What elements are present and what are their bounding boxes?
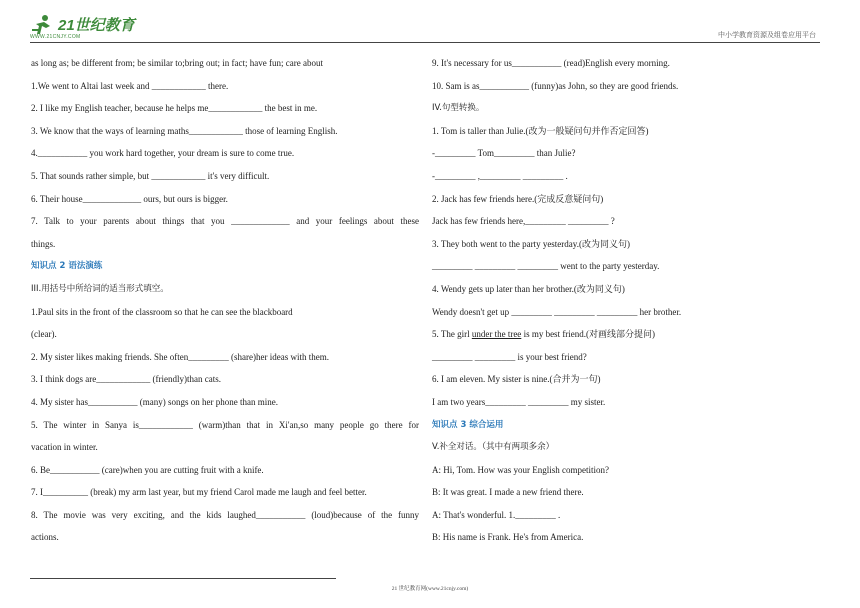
- site-logo: [30, 14, 135, 36]
- dialogue-line-1: A: Hi, Tom. How was your English competition?: [432, 464, 609, 475]
- right-column: [432, 52, 822, 549]
- sentence-4: 4. Wendy gets up later than her brother.(改为同义句): [432, 283, 625, 294]
- sentence-4-answer: Wendy doesn't get up _________ _________ _________ her brother.: [432, 306, 682, 317]
- grammar-9: 9. It's necessary for us___________ (read)English every morning.: [432, 58, 670, 68]
- grammar-10: 10. Sam is as___________ (funny)as John, so they are good friends.: [432, 80, 679, 91]
- question-1: 1.We went to Altai last week and ____________ there.: [31, 80, 229, 91]
- grammar-1: 1.Paul sits in the front of the classroom so that he can see the blackboard: [31, 306, 293, 317]
- sentence-5-underlined: under the tree: [471, 329, 522, 340]
- question-3: 3. We know that the ways of learning maths____________ those of learning English.: [31, 125, 338, 136]
- grammar-8: 8. The movie was very exciting, and the kids laughed___________ (loud)because of the funny: [31, 509, 419, 520]
- header-divider: [30, 42, 820, 43]
- grammar-5: 5. The winter in Sanya is____________ (warm)than that in Xi'an,so many people go there for: [31, 419, 419, 430]
- sentence-3-answer: _________ _________ _________ went to the party yesterday.: [432, 261, 660, 272]
- dialogue-line-4: B: His name is Frank. He's from America.: [432, 532, 584, 543]
- sentence-2-answer: Jack has few friends here,_________ _________ ?: [432, 216, 615, 227]
- question-7-cont: things.: [31, 238, 56, 249]
- sentence-5-answer: _________ _________ is your best friend?: [432, 351, 587, 362]
- grammar-5-cont: vacation in winter.: [31, 442, 98, 453]
- question-6: 6. Their house_____________ ours, but ours is bigger.: [31, 193, 228, 204]
- question-7: 7. Talk to your parents about things that you _____________ and your feelings about these: [31, 216, 419, 227]
- part-4-title: IV.句型转换。: [432, 103, 485, 114]
- sentence-6: 6. I am eleven. My sister is nine.(合并为一句): [432, 374, 601, 385]
- question-4: 4.___________ you work hard together, your dream is sure to come true.: [31, 148, 295, 159]
- word-bank: as long as; be different from; be similar to;bring out; in fact; have fun; care about: [31, 58, 323, 68]
- sentence-5-suffix: is my best friend.(对画线部分提问): [521, 329, 656, 340]
- footer-divider: [30, 578, 336, 579]
- grammar-4: 4. My sister has___________ (many) songs on her phone than mine.: [31, 396, 278, 407]
- section-heading-3: 知识点 3 综合运用: [432, 419, 504, 430]
- part-3-title: III.用括号中所给词的适当形式填空。: [31, 283, 169, 294]
- part-5-title: V.补全对话。（其中有两项多余）: [432, 442, 555, 453]
- question-2: 2. I like my English teacher, because he helps me____________ the best in me.: [31, 103, 318, 114]
- grammar-1-cont: (clear).: [31, 329, 57, 340]
- page-header: [0, 0, 860, 48]
- header-platform-name: 中小学教育资源及组卷应用平台: [718, 31, 816, 39]
- grammar-3: 3. I think dogs are____________ (friendly)than cats.: [31, 374, 221, 385]
- sentence-5: [432, 323, 822, 346]
- sentence-2: 2. Jack has few friends here.(完成反意疑问句): [432, 193, 604, 204]
- logo-subtitle: WWW.21CNJY.COM: [30, 34, 81, 40]
- sentence-1: 1. Tom is taller than Julie.(改为一般疑问句并作否定回答): [432, 125, 649, 136]
- question-5: 5. That sounds rather simple, but ____________ it's very difficult.: [31, 170, 270, 181]
- sentence-5-prefix: 5. The girl: [432, 329, 472, 340]
- dialogue-line-3: A: That's wonderful. 1._________ .: [432, 509, 561, 520]
- grammar-6: 6. Be___________ (care)when you are cutting fruit with a knife.: [31, 464, 264, 475]
- sentence-6-answer: I am two years_________ _________ my sister.: [432, 396, 606, 407]
- sentence-1-answer-b: -_________ ,_________ _________ .: [432, 170, 568, 181]
- page-footer: 21 世纪教育网(www.21cnjy.com): [391, 586, 469, 592]
- sentence-1-answer-a: -_________ Tom_________ than Julie?: [432, 148, 576, 159]
- left-column: [31, 52, 419, 549]
- grammar-7: 7. I__________ (break) my arm last year, but my friend Carol made me laugh and feel better.: [31, 487, 367, 498]
- section-heading-2: 知识点 2 语法演练: [31, 261, 103, 272]
- running-figure-icon: [30, 14, 56, 36]
- grammar-2: 2. My sister likes making friends. She often_________ (share)her ideas with them.: [31, 351, 329, 362]
- dialogue-line-2: B: It was great. I made a new friend there.: [432, 487, 584, 498]
- sentence-3: 3. They both went to the party yesterday.(改为同义句): [432, 238, 630, 249]
- logo-text: 21世纪教育: [58, 16, 135, 34]
- grammar-8-cont: actions.: [31, 532, 59, 543]
